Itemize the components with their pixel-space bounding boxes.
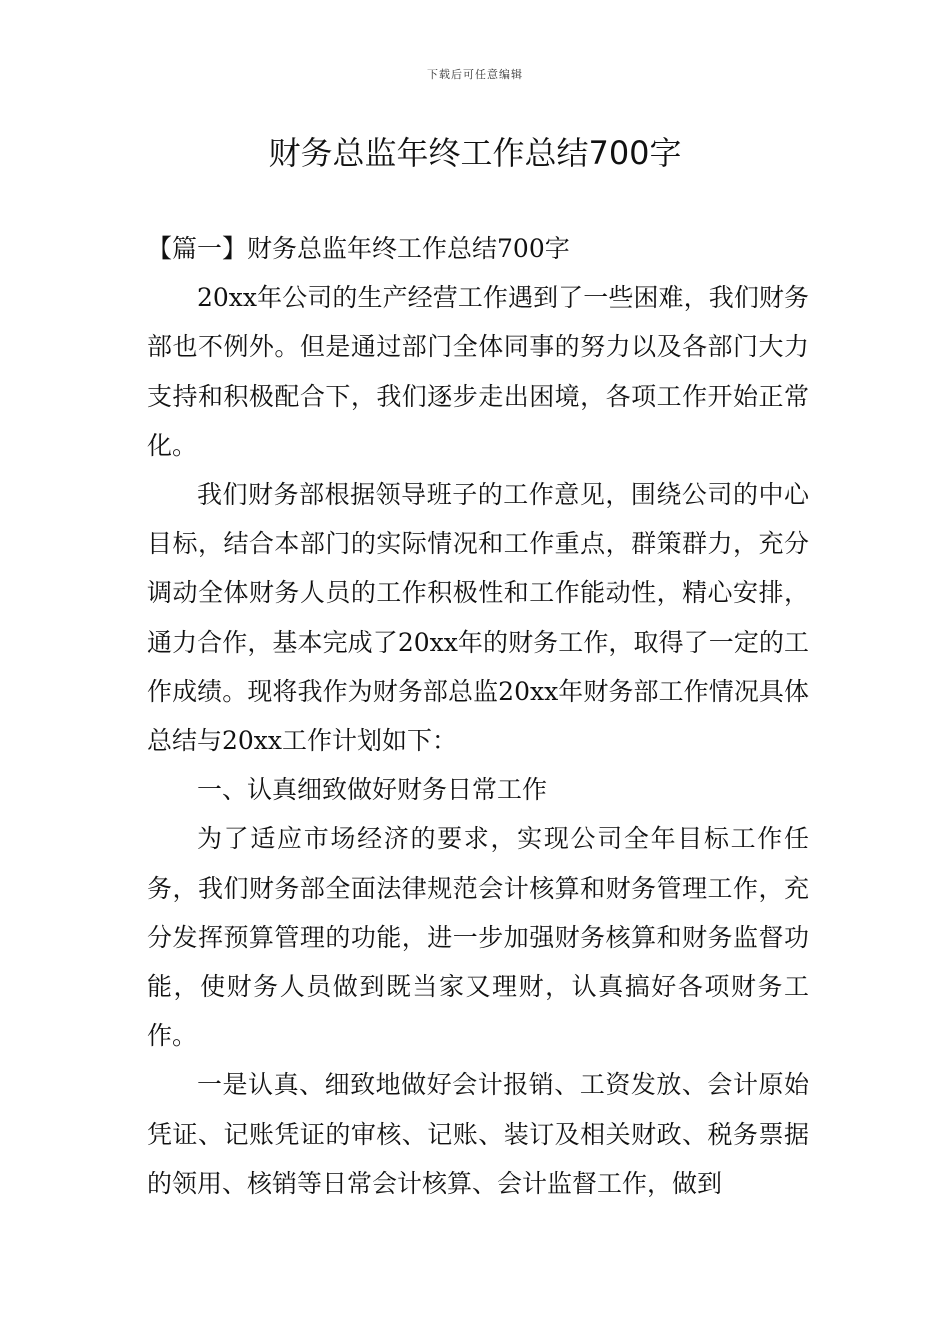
subheading-daily-work: 一、认真细致做好财务日常工作 bbox=[197, 775, 548, 805]
paragraph-market-economy: 为了适应市场经济的要求，实现公司全年目标工作任务，我们财务部全面法律规范会计核算和财务管理工作，充分发挥预算管理的功能，进一步加强财务核算和财务监督功能，使财务人员做到既当家又理财，认真搞好各项财务工作。 bbox=[147, 824, 809, 1051]
section-heading: 【篇一】财务总监年终工作总结700字 bbox=[147, 234, 570, 263]
paragraph-summary: 我们财务部根据领导班子的工作意见，围绕公司的中心目标，结合本部门的实际情况和工作重点，群策群力，充分调动全体财务人员的工作积极性和工作能动性，精心安排，通力合作，基本完成了20xx年的财务工作，取得了一定的工作成绩。现将我作为财务部总监20xx年财务部工作情况具体总结与20xx工作计划如下： bbox=[147, 480, 809, 756]
document-title: 财务总监年终工作总结700字 bbox=[268, 134, 682, 172]
document-body bbox=[147, 224, 809, 1208]
paragraph-intro: 20xx年公司的生产经营工作遇到了一些困难，我们财务部也不例外。但是通过部门全体同事的努力以及各部门大力支持和积极配合下，我们逐步走出困境，各项工作开始正常化。 bbox=[147, 283, 809, 460]
paragraph-point-one: 一是认真、细致地做好会计报销、工资发放、会计原始凭证、记账凭证的审核、记账、装订及相关财政、税务票据的领用、核销等日常会计核算、会计监督工作，做到 bbox=[147, 1070, 809, 1198]
header-note: 下载后可任意编辑 bbox=[427, 68, 523, 81]
